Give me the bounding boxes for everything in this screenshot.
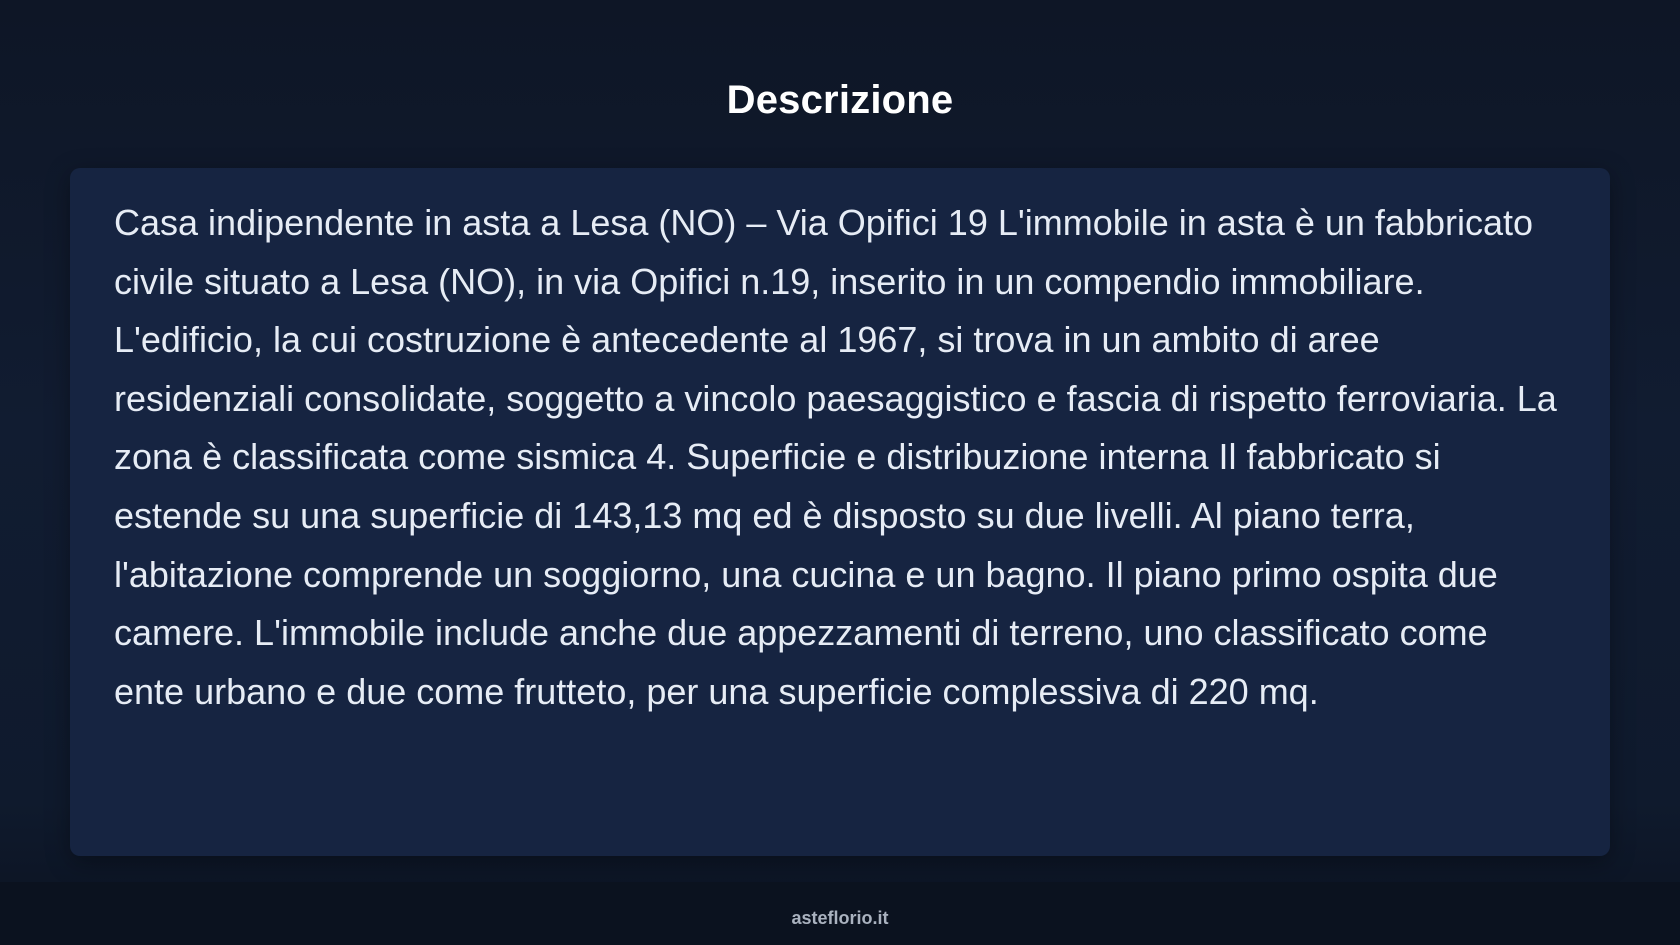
description-text: Casa indipendente in asta a Lesa (NO) – Via Opifici 19 L'immobile in asta è un fabbricato civile situato a Lesa (NO), in via Opifici n.19, inserito in un compendio immobiliare. L'edificio, la cui costruzione è antecedente al 1967, si trova in un ambito di aree residenziali consolidate, soggetto a vincolo paesaggistico e fascia di rispetto ferroviaria. La zona è classificata come sismica 4. Superficie e distribuzione interna Il fabbricato si estende su una superficie di 143,13 mq ed è disposto su due livelli. Al piano terra, l'abitazione comprende un soggiorno, una cucina e un bagno. Il piano primo ospita due camere. L'immobile include anche due appezzamenti di terreno, uno classificato come ente urbano e due come frutteto, per una superficie complessiva di 220 mq. [114, 202, 1557, 712]
page-title: Descrizione [726, 78, 954, 122]
description-card [70, 168, 1610, 856]
footer-site-label: asteflorio.it [791, 908, 889, 928]
